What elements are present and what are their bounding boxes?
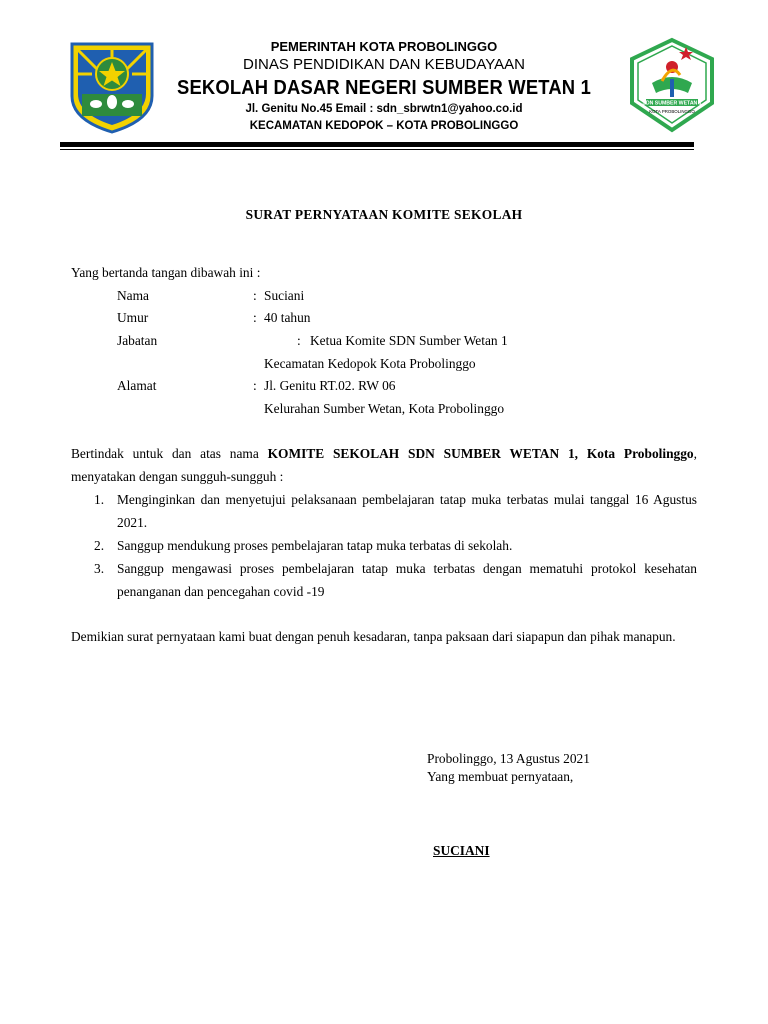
name-colon: : — [253, 288, 257, 303]
position-colon: : — [297, 333, 301, 348]
point-number: 3. — [94, 561, 105, 576]
position-value-line2: Kecamatan Kedopok Kota Probolinggo — [264, 356, 476, 371]
statement-organization: KOMITE SEKOLAH SDN SUMBER WETAN 1, Kota Probolinggo — [267, 446, 694, 461]
letterhead-government: PEMERINTAH KOTA PROBOLINGGO — [270, 39, 498, 54]
address-label: Alamat — [117, 378, 157, 393]
point-text: Sanggup mendukung proses pembelajaran tatap muka terbatas di sekolah. — [117, 538, 513, 553]
closing-paragraph: Demikian surat pernyataan kami buat dengan penuh kesadaran, tanpa paksaan dari siapapun dan pihak manapun. — [71, 629, 676, 644]
letterhead-district: KECAMATAN KEDOPOK – KOTA PROBOLINGGO — [249, 120, 519, 132]
point-text: Menginginkan dan menyetujui pelaksanaan pembelajaran tatap muka terbatas mulai tanggal 16 Agustus 2021. — [117, 492, 697, 530]
letterhead-department: DINAS PENDIDIKAN DAN KEBUDAYAAN — [242, 56, 525, 73]
document-title: SURAT PERNYATAAN KOMITE SEKOLAH — [245, 207, 523, 222]
signature-name: SUCIANI — [433, 843, 490, 858]
signature-place-date: Probolinggo, 13 Agustus 2021 — [427, 751, 590, 766]
position-label: Jabatan — [117, 333, 158, 348]
position-value: Ketua Komite SDN Sumber Wetan 1 — [310, 333, 508, 348]
address-colon: : — [253, 378, 257, 393]
letterhead-address: Jl. Genitu No.45 Email : sdn_sbrwtn1@yahoo.co.id — [245, 103, 523, 115]
address-value: Jl. Genitu RT.02. RW 06 — [264, 378, 396, 393]
name-label: Nama — [117, 288, 149, 303]
intro-text: Yang bertanda tangan dibawah ini : — [71, 265, 261, 280]
name-value: Suciani — [264, 288, 305, 303]
school-logo-city: KOTA PROBOLINGGO — [649, 109, 695, 114]
age-label: Umur — [117, 310, 149, 325]
point-number: 2. — [94, 538, 105, 553]
statement-lead: Bertindak untuk dan atas nama — [71, 446, 268, 461]
letterhead-divider-thin — [60, 149, 694, 150]
point-text: Sanggup mengawasi proses pembelajaran tatap muka terbatas dengan mematuhi protokol kesehatan penanganan dan pencegahan covid -19 — [117, 561, 697, 599]
age-value: 40 tahun — [264, 310, 311, 325]
address-value-line2: Kelurahan Sumber Wetan, Kota Probolinggo — [264, 401, 505, 416]
statement-tail: , menyatakan dengan sungguh-sungguh : — [71, 446, 697, 484]
school-logo-text: SDN SUMBER WETAN 1 — [642, 100, 702, 107]
letterhead-school-name: SEKOLAH DASAR NEGERI SUMBER WETAN 1 — [177, 77, 591, 99]
letterhead-divider — [60, 142, 694, 147]
school-logo-icon — [626, 37, 718, 133]
age-colon: : — [253, 310, 257, 325]
signature-maker-label: Yang membuat pernyataan, — [427, 769, 574, 784]
point-number: 1. — [94, 492, 105, 507]
statement-paragraph — [71, 442, 697, 488]
